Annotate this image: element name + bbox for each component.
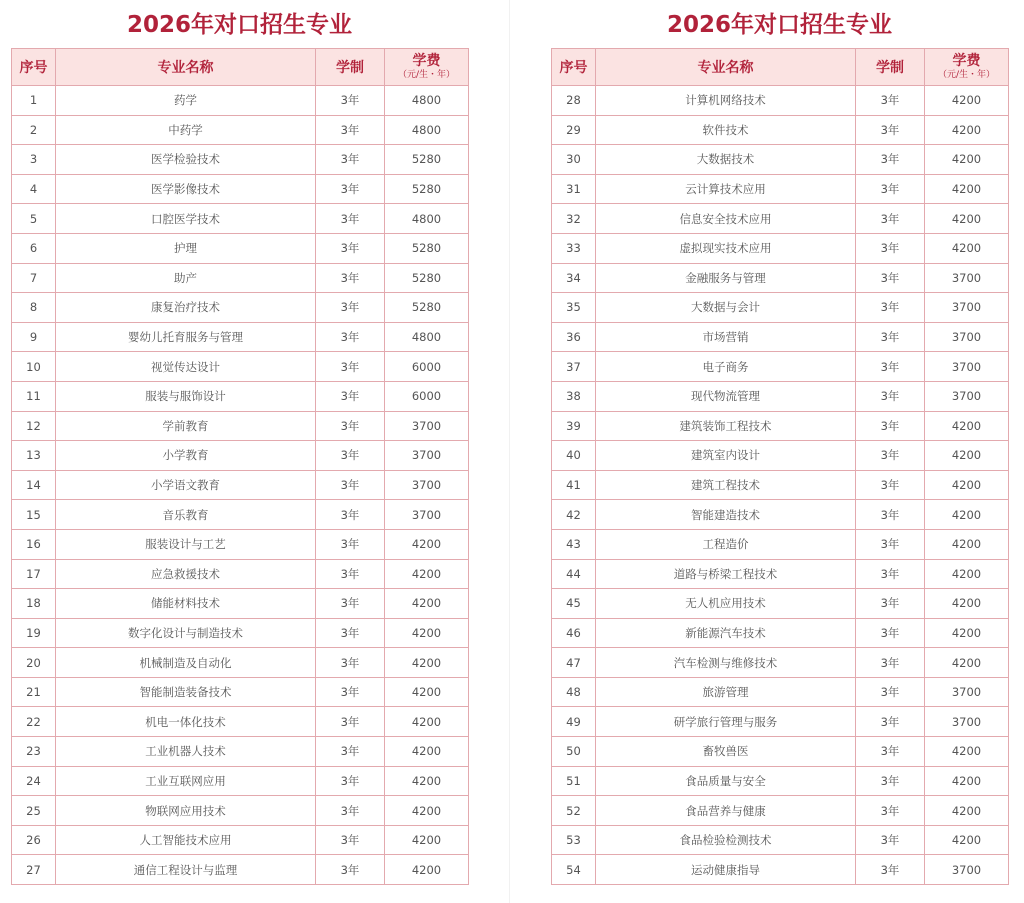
table-row (12, 233, 469, 263)
table-row (552, 115, 1009, 145)
panel-title: 2026年对口招生专业 (666, 12, 892, 38)
table-row (552, 293, 1009, 323)
cell-name: 小学教育 (56, 441, 316, 471)
cell-no: 21 (12, 677, 56, 707)
cell-no: 35 (552, 293, 596, 323)
cell-length: 3年 (856, 855, 925, 885)
panel-title: 2026年对口招生专业 (126, 12, 352, 38)
cell-no: 46 (552, 618, 596, 648)
majors-table (551, 48, 1009, 885)
cell-name: 视觉传达设计 (56, 352, 316, 382)
cell-length: 3年 (856, 500, 925, 530)
cell-fee: 4200 (925, 766, 1009, 796)
header-fee-label: 学费 (412, 53, 441, 69)
cell-fee: 4200 (925, 825, 1009, 855)
cell-name: 护理 (56, 233, 316, 263)
cell-no: 2 (12, 115, 56, 145)
cell-name: 无人机应用技术 (596, 589, 856, 619)
cell-name: 机电一体化技术 (56, 707, 316, 737)
table-row (552, 737, 1009, 767)
cell-fee: 5280 (385, 293, 469, 323)
cell-fee: 4200 (925, 618, 1009, 648)
table-row (12, 855, 469, 885)
cell-no: 16 (12, 529, 56, 559)
cell-fee: 4200 (385, 796, 469, 826)
cell-name: 道路与桥梁工程技术 (596, 559, 856, 589)
table-row (12, 796, 469, 826)
cell-fee: 4800 (385, 115, 469, 145)
table-row (12, 293, 469, 323)
cell-name: 中药学 (56, 115, 316, 145)
header-fee-label: 学费 (952, 53, 981, 69)
cell-fee: 4200 (925, 441, 1009, 471)
cell-no: 36 (552, 322, 596, 352)
cell-fee: 4200 (385, 618, 469, 648)
cell-no: 5 (12, 204, 56, 234)
cell-no: 7 (12, 263, 56, 293)
cell-length: 3年 (316, 618, 385, 648)
cell-no: 18 (12, 589, 56, 619)
cell-length: 3年 (316, 322, 385, 352)
cell-fee: 4200 (385, 529, 469, 559)
cell-name: 口腔医学技术 (56, 204, 316, 234)
cell-no: 11 (12, 381, 56, 411)
table-row (12, 648, 469, 678)
table-row (552, 411, 1009, 441)
table-row (12, 737, 469, 767)
cell-no: 34 (552, 263, 596, 293)
cell-length: 3年 (316, 204, 385, 234)
cell-length: 3年 (856, 737, 925, 767)
cell-length: 3年 (856, 559, 925, 589)
cell-name: 工业互联网应用 (56, 766, 316, 796)
cell-fee: 5280 (385, 174, 469, 204)
cell-no: 50 (552, 737, 596, 767)
header-no: 序号 (552, 49, 596, 86)
table-row (12, 589, 469, 619)
cell-no: 29 (552, 115, 596, 145)
cell-name: 云计算技术应用 (596, 174, 856, 204)
cell-length: 3年 (856, 648, 925, 678)
cell-no: 51 (552, 766, 596, 796)
cell-no: 15 (12, 500, 56, 530)
cell-name: 市场营销 (596, 322, 856, 352)
cell-name: 音乐教育 (56, 500, 316, 530)
cell-fee: 4800 (385, 322, 469, 352)
cell-length: 3年 (316, 145, 385, 175)
cell-no: 9 (12, 322, 56, 352)
cell-fee: 4200 (925, 559, 1009, 589)
cell-no: 8 (12, 293, 56, 323)
cell-name: 新能源汽车技术 (596, 618, 856, 648)
cell-fee: 3700 (925, 263, 1009, 293)
header-length: 学制 (856, 49, 925, 86)
cell-length: 3年 (856, 381, 925, 411)
cell-length: 3年 (316, 855, 385, 885)
table-row (12, 529, 469, 559)
cell-fee: 4200 (925, 470, 1009, 500)
right-panel (551, 0, 1008, 885)
cell-fee: 4200 (385, 677, 469, 707)
cell-length: 3年 (316, 796, 385, 826)
cell-name: 通信工程设计与监理 (56, 855, 316, 885)
cell-fee: 3700 (385, 470, 469, 500)
cell-fee: 3700 (925, 322, 1009, 352)
cell-fee: 5280 (385, 145, 469, 175)
cell-name: 虚拟现实技术应用 (596, 233, 856, 263)
cell-fee: 4200 (925, 648, 1009, 678)
table-row (552, 796, 1009, 826)
cell-fee: 6000 (385, 381, 469, 411)
cell-fee: 3700 (385, 500, 469, 530)
cell-length: 3年 (856, 411, 925, 441)
cell-name: 电子商务 (596, 352, 856, 382)
cell-fee: 4200 (385, 737, 469, 767)
cell-length: 3年 (316, 441, 385, 471)
cell-no: 24 (12, 766, 56, 796)
cell-name: 研学旅行管理与服务 (596, 707, 856, 737)
cell-name: 建筑室内设计 (596, 441, 856, 471)
cell-name: 学前教育 (56, 411, 316, 441)
cell-name: 工业机器人技术 (56, 737, 316, 767)
cell-name: 食品检验检测技术 (596, 825, 856, 855)
table-header-row (12, 49, 469, 86)
table-row (552, 766, 1009, 796)
table-row (12, 500, 469, 530)
cell-name: 小学语文教育 (56, 470, 316, 500)
cell-length: 3年 (856, 293, 925, 323)
table-row (552, 352, 1009, 382)
cell-fee: 4200 (385, 707, 469, 737)
cell-length: 3年 (856, 263, 925, 293)
table-row (552, 322, 1009, 352)
cell-no: 33 (552, 233, 596, 263)
cell-name: 物联网应用技术 (56, 796, 316, 826)
cell-no: 26 (12, 825, 56, 855)
cell-length: 3年 (316, 233, 385, 263)
cell-no: 25 (12, 796, 56, 826)
cell-name: 机械制造及自动化 (56, 648, 316, 678)
cell-fee: 4200 (925, 737, 1009, 767)
cell-no: 1 (12, 86, 56, 116)
cell-fee: 3700 (925, 293, 1009, 323)
cell-fee: 6000 (385, 352, 469, 382)
cell-no: 14 (12, 470, 56, 500)
cell-length: 3年 (856, 115, 925, 145)
table-row (12, 115, 469, 145)
table-row (12, 470, 469, 500)
cell-no: 37 (552, 352, 596, 382)
header-length: 学制 (316, 49, 385, 86)
cell-no: 12 (12, 411, 56, 441)
cell-length: 3年 (856, 677, 925, 707)
cell-length: 3年 (856, 589, 925, 619)
cell-name: 药学 (56, 86, 316, 116)
cell-length: 3年 (316, 500, 385, 530)
cell-name: 金融服务与管理 (596, 263, 856, 293)
cell-length: 3年 (316, 352, 385, 382)
cell-fee: 3700 (925, 855, 1009, 885)
cell-length: 3年 (856, 441, 925, 471)
header-fee-unit: （元/生・年） (397, 70, 456, 80)
cell-length: 3年 (316, 648, 385, 678)
cell-fee: 4200 (385, 825, 469, 855)
cell-fee: 4200 (385, 559, 469, 589)
table-row (552, 500, 1009, 530)
cell-no: 42 (552, 500, 596, 530)
cell-no: 19 (12, 618, 56, 648)
table-row (552, 855, 1009, 885)
cell-no: 17 (12, 559, 56, 589)
cell-fee: 4200 (925, 233, 1009, 263)
table-header-row (552, 49, 1009, 86)
cell-fee: 5280 (385, 233, 469, 263)
table-row (552, 589, 1009, 619)
cell-name: 数字化设计与制造技术 (56, 618, 316, 648)
cell-no: 30 (552, 145, 596, 175)
cell-no: 31 (552, 174, 596, 204)
cell-length: 3年 (856, 470, 925, 500)
cell-name: 建筑装饰工程技术 (596, 411, 856, 441)
cell-length: 3年 (856, 233, 925, 263)
cell-length: 3年 (856, 618, 925, 648)
cell-fee: 4200 (925, 145, 1009, 175)
cell-name: 畜牧兽医 (596, 737, 856, 767)
cell-length: 3年 (856, 766, 925, 796)
header-fee (925, 49, 1009, 86)
cell-length: 3年 (856, 825, 925, 855)
table-row (12, 352, 469, 382)
cell-no: 43 (552, 529, 596, 559)
cell-fee: 3700 (385, 411, 469, 441)
cell-no: 23 (12, 737, 56, 767)
cell-fee: 4200 (925, 500, 1009, 530)
table-row (12, 263, 469, 293)
cell-fee: 3700 (925, 707, 1009, 737)
cell-length: 3年 (856, 352, 925, 382)
cell-no: 6 (12, 233, 56, 263)
cell-name: 婴幼儿托育服务与管理 (56, 322, 316, 352)
cell-length: 3年 (856, 707, 925, 737)
cell-name: 计算机网络技术 (596, 86, 856, 116)
table-row (552, 145, 1009, 175)
cell-fee: 3700 (925, 352, 1009, 382)
cell-no: 22 (12, 707, 56, 737)
cell-fee: 4200 (385, 589, 469, 619)
table-row (12, 145, 469, 175)
cell-length: 3年 (316, 589, 385, 619)
table-row (12, 707, 469, 737)
table-row (552, 648, 1009, 678)
cell-length: 3年 (856, 204, 925, 234)
cell-no: 49 (552, 707, 596, 737)
cell-name: 现代物流管理 (596, 381, 856, 411)
cell-length: 3年 (316, 766, 385, 796)
cell-name: 人工智能技术应用 (56, 825, 316, 855)
cell-no: 53 (552, 825, 596, 855)
cell-length: 3年 (316, 529, 385, 559)
cell-name: 助产 (56, 263, 316, 293)
cell-length: 3年 (856, 86, 925, 116)
table-row (552, 441, 1009, 471)
majors-table (11, 48, 469, 885)
cell-name: 储能材料技术 (56, 589, 316, 619)
cell-length: 3年 (316, 411, 385, 441)
table-row (552, 263, 1009, 293)
table-row (12, 411, 469, 441)
table-row (552, 233, 1009, 263)
cell-length: 3年 (856, 145, 925, 175)
cell-no: 20 (12, 648, 56, 678)
cell-name: 大数据与会计 (596, 293, 856, 323)
cell-no: 54 (552, 855, 596, 885)
table-row (552, 381, 1009, 411)
cell-no: 52 (552, 796, 596, 826)
cell-length: 3年 (316, 825, 385, 855)
cell-fee: 5280 (385, 263, 469, 293)
table-row (12, 766, 469, 796)
cell-no: 45 (552, 589, 596, 619)
cell-fee: 3700 (925, 677, 1009, 707)
cell-length: 3年 (316, 707, 385, 737)
cell-no: 27 (12, 855, 56, 885)
cell-fee: 4200 (925, 796, 1009, 826)
cell-name: 食品营养与健康 (596, 796, 856, 826)
table-row (12, 441, 469, 471)
cell-name: 汽车检测与维修技术 (596, 648, 856, 678)
table-row (12, 381, 469, 411)
cell-fee: 3700 (925, 381, 1009, 411)
cell-fee: 4200 (385, 855, 469, 885)
cell-no: 44 (552, 559, 596, 589)
cell-name: 运动健康指导 (596, 855, 856, 885)
cell-fee: 4200 (925, 204, 1009, 234)
cell-fee: 4200 (925, 174, 1009, 204)
cell-length: 3年 (856, 322, 925, 352)
cell-no: 13 (12, 441, 56, 471)
table-row (552, 677, 1009, 707)
table-row (552, 86, 1009, 116)
cell-fee: 4200 (925, 86, 1009, 116)
cell-fee: 4200 (385, 766, 469, 796)
left-panel (11, 0, 468, 885)
table-row (552, 470, 1009, 500)
header-name: 专业名称 (596, 49, 856, 86)
table-row (12, 86, 469, 116)
header-fee-unit: （元/生・年） (937, 70, 996, 80)
cell-no: 48 (552, 677, 596, 707)
cell-no: 32 (552, 204, 596, 234)
cell-name: 食品质量与安全 (596, 766, 856, 796)
cell-length: 3年 (316, 293, 385, 323)
cell-length: 3年 (316, 115, 385, 145)
cell-length: 3年 (316, 737, 385, 767)
table-row (552, 174, 1009, 204)
cell-no: 39 (552, 411, 596, 441)
table-row (12, 618, 469, 648)
cell-length: 3年 (856, 529, 925, 559)
cell-length: 3年 (316, 174, 385, 204)
table-row (552, 529, 1009, 559)
cell-name: 医学影像技术 (56, 174, 316, 204)
cell-name: 智能建造技术 (596, 500, 856, 530)
cell-fee: 3700 (385, 441, 469, 471)
cell-length: 3年 (856, 796, 925, 826)
cell-no: 3 (12, 145, 56, 175)
cell-no: 40 (552, 441, 596, 471)
table-row (552, 204, 1009, 234)
table-row (12, 322, 469, 352)
cell-no: 38 (552, 381, 596, 411)
table-row (12, 204, 469, 234)
header-fee (385, 49, 469, 86)
table-row (552, 559, 1009, 589)
cell-length: 3年 (856, 174, 925, 204)
table-row (12, 559, 469, 589)
cell-fee: 4200 (925, 529, 1009, 559)
cell-no: 10 (12, 352, 56, 382)
header-name: 专业名称 (56, 49, 316, 86)
cell-no: 28 (552, 86, 596, 116)
cell-fee: 4200 (925, 411, 1009, 441)
table-row (552, 707, 1009, 737)
cell-name: 康复治疗技术 (56, 293, 316, 323)
cell-length: 3年 (316, 559, 385, 589)
cell-name: 信息安全技术应用 (596, 204, 856, 234)
table-row (12, 677, 469, 707)
table-row (12, 825, 469, 855)
cell-name: 应急救援技术 (56, 559, 316, 589)
cell-name: 软件技术 (596, 115, 856, 145)
cell-fee: 4800 (385, 204, 469, 234)
header-no: 序号 (12, 49, 56, 86)
cell-name: 医学检验技术 (56, 145, 316, 175)
cell-length: 3年 (316, 86, 385, 116)
cell-name: 服装设计与工艺 (56, 529, 316, 559)
cell-no: 41 (552, 470, 596, 500)
cell-name: 服装与服饰设计 (56, 381, 316, 411)
cell-name: 工程造价 (596, 529, 856, 559)
table-row (552, 825, 1009, 855)
cell-length: 3年 (316, 677, 385, 707)
page-divider (509, 0, 510, 903)
cell-no: 4 (12, 174, 56, 204)
cell-name: 智能制造装备技术 (56, 677, 316, 707)
table-row (12, 174, 469, 204)
cell-no: 47 (552, 648, 596, 678)
cell-fee: 4200 (385, 648, 469, 678)
table-row (552, 618, 1009, 648)
cell-length: 3年 (316, 381, 385, 411)
cell-name: 建筑工程技术 (596, 470, 856, 500)
cell-fee: 4800 (385, 86, 469, 116)
cell-fee: 4200 (925, 589, 1009, 619)
cell-fee: 4200 (925, 115, 1009, 145)
cell-name: 旅游管理 (596, 677, 856, 707)
cell-name: 大数据技术 (596, 145, 856, 175)
cell-length: 3年 (316, 263, 385, 293)
cell-length: 3年 (316, 470, 385, 500)
